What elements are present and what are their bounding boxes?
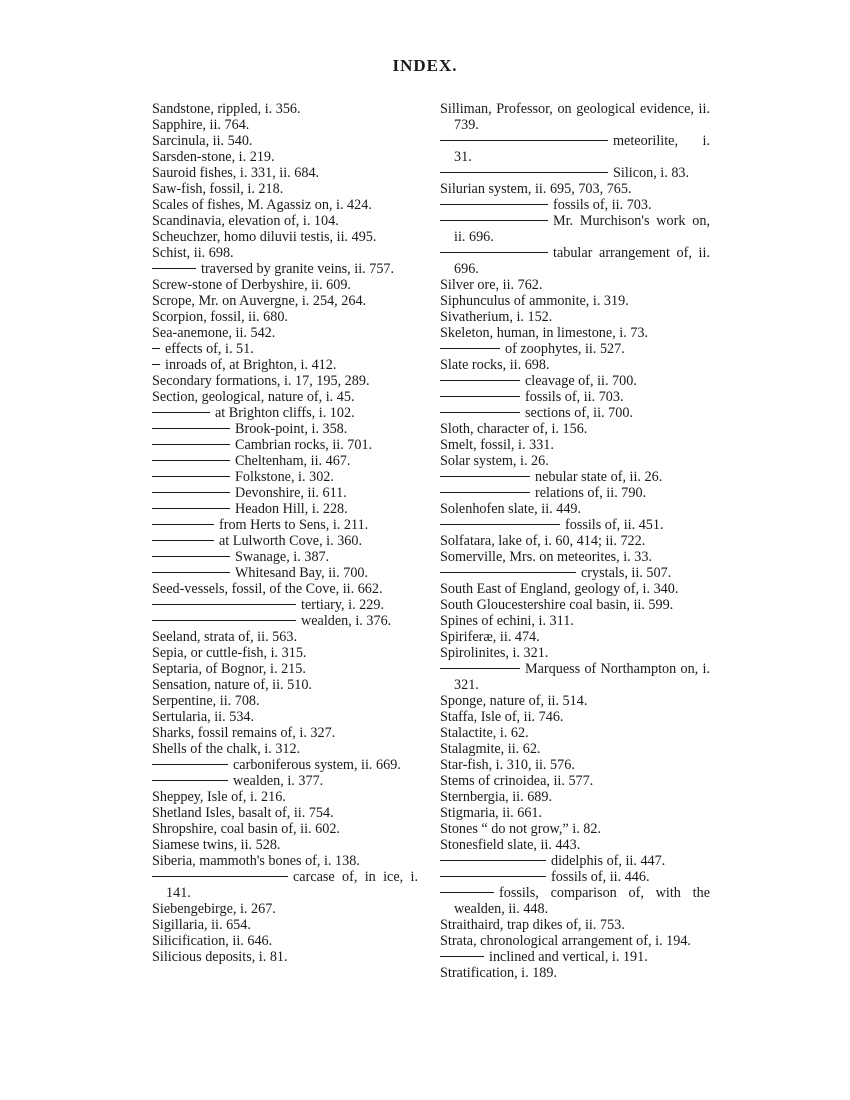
index-entry <box>152 869 418 901</box>
index-entry-text: Spiriferæ, ii. 474. <box>440 629 540 645</box>
ditto-rule <box>152 412 210 413</box>
index-entry-text: Scales of fishes, M. Agassiz on, i. 424. <box>152 197 372 213</box>
index-entry-text: wealden, i. 376. <box>301 613 392 629</box>
index-entry <box>152 197 418 213</box>
index-entry <box>440 437 710 453</box>
index-entry-text: didelphis of, ii. 447. <box>551 853 666 869</box>
index-entry-text: Sigillaria, ii. 654. <box>152 917 251 933</box>
ditto-rule <box>152 508 230 509</box>
index-entry-text: fossils of, ii. 451. <box>565 517 664 533</box>
index-entry-text: Mr. Murchison's work on, ii. 696. <box>454 213 710 245</box>
index-entry <box>152 501 418 517</box>
index-entry <box>152 469 418 485</box>
ditto-rule <box>440 524 560 525</box>
index-entry-text: Secondary formations, i. 17, 195, 289. <box>152 373 370 389</box>
index-entry-text: Stigmaria, ii. 661. <box>440 805 543 821</box>
index-entry-text: Sponge, nature of, ii. 514. <box>440 693 588 709</box>
index-entry-text: traversed by granite veins, ii. 757. <box>201 261 395 277</box>
index-entry-text: Straithaird, trap dikes of, ii. 753. <box>440 917 625 933</box>
index-entry <box>152 149 418 165</box>
index-entry <box>152 453 418 469</box>
index-entry <box>440 181 710 197</box>
index-entry-text: Stalactite, i. 62. <box>440 725 529 741</box>
ditto-rule <box>440 860 546 861</box>
index-entry <box>152 581 418 597</box>
index-entry <box>440 133 710 165</box>
index-entry-text: Sertularia, ii. 534. <box>152 709 255 725</box>
index-entry <box>440 357 710 373</box>
index-entry-text: Silliman, Professor, on geological evidence, ii. 739. <box>440 101 710 133</box>
index-entry-text: Sternbergia, ii. 689. <box>440 789 553 805</box>
index-entry-text: Cheltenham, ii. 467. <box>235 453 351 469</box>
index-entry-text: inroads of, at Brighton, i. 412. <box>165 357 337 373</box>
ditto-rule <box>440 956 484 957</box>
index-entry <box>152 341 418 357</box>
index-entry <box>440 565 710 581</box>
index-entry-text: Star-fish, i. 310, ii. 576. <box>440 757 575 773</box>
index-entry-text: Silurian system, ii. 695, 703, 765. <box>440 181 632 197</box>
index-entry <box>440 757 710 773</box>
index-entry <box>440 581 710 597</box>
index-entry <box>440 837 710 853</box>
index-entry <box>152 277 418 293</box>
index-entry-text: carcase of, in ice, i. 141. <box>166 869 418 901</box>
index-entry-text: Scrope, Mr. on Auvergne, i. 254, 264. <box>152 293 367 309</box>
index-entry-text: of zoophytes, ii. 527. <box>505 341 625 357</box>
index-entry <box>440 373 710 389</box>
index-entry <box>440 309 710 325</box>
ditto-rule <box>152 444 230 445</box>
index-entry <box>152 533 418 549</box>
index-entry-text: nebular state of, ii. 26. <box>535 469 663 485</box>
index-entry <box>152 821 418 837</box>
ditto-rule <box>152 780 228 781</box>
ditto-rule <box>440 572 576 573</box>
index-entry <box>152 309 418 325</box>
index-entry-text: Stratification, i. 189. <box>440 965 558 981</box>
index-entry <box>152 597 418 613</box>
index-entry-text: Spines of echini, i. 311. <box>440 613 574 629</box>
index-entry <box>152 405 418 421</box>
ditto-rule <box>152 556 230 557</box>
index-entry <box>152 901 418 917</box>
index-entry-text: wealden, i. 377. <box>233 773 324 789</box>
index-entry <box>440 197 710 213</box>
index-entry <box>152 357 418 373</box>
index-entry-text: Septaria, of Bognor, i. 215. <box>152 661 306 677</box>
index-entry-text: Swanage, i. 387. <box>235 549 330 565</box>
index-entry <box>152 421 418 437</box>
ditto-rule <box>440 380 520 381</box>
index-entry <box>152 789 418 805</box>
index-entry <box>152 133 418 149</box>
ditto-rule <box>440 220 548 221</box>
index-entry-text: Scheuchzer, homo diluvii testis, ii. 495. <box>152 229 377 245</box>
index-entry-text: Sepia, or cuttle-fish, i. 315. <box>152 645 307 661</box>
ditto-rule <box>152 348 160 349</box>
index-entry-text: Somerville, Mrs. on meteorites, i. 33. <box>440 549 652 565</box>
index-entry <box>440 501 710 517</box>
index-entry-text: Shropshire, coal basin of, ii. 602. <box>152 821 340 837</box>
index-entry-text: Siberia, mammoth's bones of, i. 138. <box>152 853 360 869</box>
index-entry-text: Devonshire, ii. 611. <box>235 485 347 501</box>
index-entry <box>152 485 418 501</box>
index-entry-text: Stones “ do not grow,” i. 82. <box>440 821 602 837</box>
index-entry <box>152 117 418 133</box>
index-entry <box>152 949 418 965</box>
index-entry <box>440 597 710 613</box>
index-entry <box>440 485 710 501</box>
ditto-rule <box>440 204 548 205</box>
ditto-rule <box>152 364 160 365</box>
index-entry-text: Siphunculus of ammonite, i. 319. <box>440 293 629 309</box>
index-entry <box>152 245 418 261</box>
ditto-rule <box>152 572 230 573</box>
index-entry <box>152 181 418 197</box>
index-entry-text: Siamese twins, ii. 528. <box>152 837 281 853</box>
index-entry <box>152 629 418 645</box>
index-entry <box>440 917 710 933</box>
index-entry <box>152 565 418 581</box>
index-entry-text: Sharks, fossil remains of, i. 327. <box>152 725 336 741</box>
ditto-rule <box>152 764 228 765</box>
index-entry-text: Smelt, fossil, i. 331. <box>440 437 554 453</box>
index-entry <box>152 389 418 405</box>
index-entry-text: Sauroid fishes, i. 331, ii. 684. <box>152 165 320 181</box>
ditto-rule <box>440 876 546 877</box>
index-entry-text: Silicious deposits, i. 81. <box>152 949 288 965</box>
index-entry-text: Solenhofen slate, ii. 449. <box>440 501 582 517</box>
index-entry-text: Skeleton, human, in limestone, i. 73. <box>440 325 649 341</box>
index-entry <box>440 693 710 709</box>
index-entry <box>440 165 710 181</box>
index-entry <box>152 773 418 789</box>
index-entry <box>440 853 710 869</box>
index-entry <box>440 293 710 309</box>
ditto-rule <box>440 892 494 893</box>
index-entry-text: fossils of, ii. 703. <box>553 197 652 213</box>
index-entry <box>440 965 710 981</box>
index-entry-text: Staffa, Isle of, ii. 746. <box>440 709 564 725</box>
index-entry-text: Spirolinites, i. 321. <box>440 645 549 661</box>
index-entry-text: at Lulworth Cove, i. 360. <box>219 533 363 549</box>
index-entry-text: Scorpion, fossil, ii. 680. <box>152 309 288 325</box>
ditto-rule <box>440 476 530 477</box>
index-entry-text: Cambrian rocks, ii. 701. <box>235 437 373 453</box>
index-entry <box>152 709 418 725</box>
index-entry-text: Sheppey, Isle of, i. 216. <box>152 789 286 805</box>
index-entry-text: Saw-fish, fossil, i. 218. <box>152 181 284 197</box>
index-entry <box>440 517 710 533</box>
index-entry-text: meteorilite, i. 31. <box>454 133 710 165</box>
index-entry-text: Brook-point, i. 358. <box>235 421 348 437</box>
index-entry <box>152 837 418 853</box>
index-entry-text: fossils of, ii. 703. <box>525 389 624 405</box>
index-entry-text: relations of, ii. 790. <box>535 485 647 501</box>
ditto-rule <box>152 476 230 477</box>
index-entry-text: Headon Hill, i. 228. <box>235 501 348 517</box>
index-entry-text: Seeland, strata of, ii. 563. <box>152 629 297 645</box>
index-entry <box>152 437 418 453</box>
index-entry-text: cleavage of, ii. 700. <box>525 373 637 389</box>
index-entry-text: Folkstone, i. 302. <box>235 469 334 485</box>
index-entry-text: Solar system, i. 26. <box>440 453 549 469</box>
index-entry <box>152 325 418 341</box>
index-entry-text: from Herts to Sens, i. 211. <box>219 517 369 533</box>
index-entry <box>440 213 710 245</box>
ditto-rule <box>152 268 196 269</box>
index-entry-text: tertiary, i. 229. <box>301 597 384 613</box>
index-entry-text: Schist, ii. 698. <box>152 245 234 261</box>
index-entry <box>440 629 710 645</box>
index-entry-text: carboniferous system, ii. 669. <box>233 757 401 773</box>
index-entry-text: Whitesand Bay, ii. 700. <box>235 565 369 581</box>
ditto-rule <box>152 492 230 493</box>
ditto-rule <box>152 540 214 541</box>
index-entry-text: Stems of crinoidea, ii. 577. <box>440 773 594 789</box>
ditto-rule <box>152 524 214 525</box>
index-entry-text: Sea-anemone, ii. 542. <box>152 325 276 341</box>
ditto-rule <box>152 876 288 877</box>
index-entry-text: Sarsden-stone, i. 219. <box>152 149 275 165</box>
index-entry-text: Stonesfield slate, ii. 443. <box>440 837 581 853</box>
ditto-rule <box>152 428 230 429</box>
index-entry-text: Serpentine, ii. 708. <box>152 693 260 709</box>
index-entry <box>440 325 710 341</box>
index-entry-text: at Brighton cliffs, i. 102. <box>215 405 355 421</box>
index-entry <box>440 805 710 821</box>
index-entry-text: Scandinavia, elevation of, i. 104. <box>152 213 339 229</box>
index-entry <box>152 741 418 757</box>
index-entry <box>152 613 418 629</box>
ditto-rule <box>440 348 500 349</box>
index-entry <box>152 805 418 821</box>
index-column-left <box>152 101 418 965</box>
index-entry <box>152 725 418 741</box>
index-entry-text: Marquess of Northampton on, i. 321. <box>454 661 710 693</box>
index-entry <box>440 389 710 405</box>
index-entry-text: Seed-vessels, fossil, of the Cove, ii. 662. <box>152 581 383 597</box>
index-entry <box>152 549 418 565</box>
index-entry-text: effects of, i. 51. <box>165 341 254 357</box>
ditto-rule <box>152 460 230 461</box>
index-entry <box>152 373 418 389</box>
index-entry <box>440 789 710 805</box>
index-entry-text: sections of, ii. 700. <box>525 405 633 421</box>
index-entry <box>152 661 418 677</box>
index-entry <box>440 421 710 437</box>
index-entry-text: Shells of the chalk, i. 312. <box>152 741 301 757</box>
index-entry <box>152 917 418 933</box>
index-entry <box>440 821 710 837</box>
index-entry-text: Sarcinula, ii. 540. <box>152 133 253 149</box>
index-entry <box>152 517 418 533</box>
index-entry <box>152 693 418 709</box>
index-entry <box>152 293 418 309</box>
index-entry <box>440 949 710 965</box>
index-entry-text: South East of England, geology of, i. 340. <box>440 581 679 597</box>
index-entry <box>440 245 710 277</box>
index-entry-text: Section, geological, nature of, i. 45. <box>152 389 355 405</box>
index-entry <box>152 853 418 869</box>
index-column-right <box>440 101 710 981</box>
index-entry <box>152 261 418 277</box>
index-entry <box>440 469 710 485</box>
ditto-rule <box>440 668 520 669</box>
index-entry-text: South Gloucestershire coal basin, ii. 599. <box>440 597 674 613</box>
index-entry-text: crystals, ii. 507. <box>581 565 672 581</box>
index-entry-text: Silicification, ii. 646. <box>152 933 273 949</box>
index-entry-text: Strata, chronological arrangement of, i. 194. <box>440 933 691 949</box>
index-entry-text: Solfatara, lake of, i. 60, 414; ii. 722. <box>440 533 646 549</box>
index-entry-text: Sapphire, ii. 764. <box>152 117 250 133</box>
index-entry-text: Silver ore, ii. 762. <box>440 277 543 293</box>
index-entry <box>152 165 418 181</box>
index-entry <box>440 549 710 565</box>
index-entry <box>440 725 710 741</box>
ditto-rule <box>440 252 548 253</box>
ditto-rule <box>440 412 520 413</box>
index-entry <box>440 405 710 421</box>
index-entry <box>152 229 418 245</box>
index-entry <box>152 645 418 661</box>
index-entry-text: Silicon, i. 83. <box>613 165 690 181</box>
index-entry-text: fossils of, ii. 446. <box>551 869 650 885</box>
index-entry-text: inclined and vertical, i. 191. <box>489 949 648 965</box>
index-entry <box>440 869 710 885</box>
index-entry-text: Sloth, character of, i. 156. <box>440 421 588 437</box>
index-entry-text: Screw-stone of Derbyshire, ii. 609. <box>152 277 351 293</box>
ditto-rule <box>440 396 520 397</box>
index-entry <box>440 741 710 757</box>
index-entry-text: Slate rocks, ii. 698. <box>440 357 550 373</box>
index-entry-text: Stalagmite, ii. 62. <box>440 741 541 757</box>
index-entry <box>440 277 710 293</box>
index-entry <box>152 757 418 773</box>
page-title: INDEX. <box>392 56 458 75</box>
index-entry <box>440 773 710 789</box>
index-entry-text: tabular arrangement of, ii. 696. <box>454 245 710 277</box>
index-entry <box>440 101 710 133</box>
index-entry-text: Sensation, nature of, ii. 510. <box>152 677 312 693</box>
index-entry-text: Siebengebirge, i. 267. <box>152 901 276 917</box>
index-entry <box>440 533 710 549</box>
index-entry <box>440 709 710 725</box>
ditto-rule <box>440 172 608 173</box>
ditto-rule <box>152 604 296 605</box>
index-entry-text: fossils, comparison of, with the wealden, ii. 448. <box>454 885 710 917</box>
index-entry <box>152 933 418 949</box>
index-entry <box>440 645 710 661</box>
index-entry <box>440 933 710 949</box>
index-entry <box>152 213 418 229</box>
index-entry <box>440 341 710 357</box>
ditto-rule <box>440 140 608 141</box>
index-entry-text: Sivatherium, i. 152. <box>440 309 553 325</box>
index-entry-text: Shetland Isles, basalt of, ii. 754. <box>152 805 334 821</box>
index-entry <box>440 661 710 693</box>
ditto-rule <box>440 492 530 493</box>
index-entry <box>152 677 418 693</box>
index-entry <box>440 613 710 629</box>
ditto-rule <box>152 620 296 621</box>
index-entry <box>440 885 710 917</box>
index-entry-text: Sandstone, rippled, i. 356. <box>152 101 301 117</box>
index-entry <box>152 101 418 117</box>
index-entry <box>440 453 710 469</box>
